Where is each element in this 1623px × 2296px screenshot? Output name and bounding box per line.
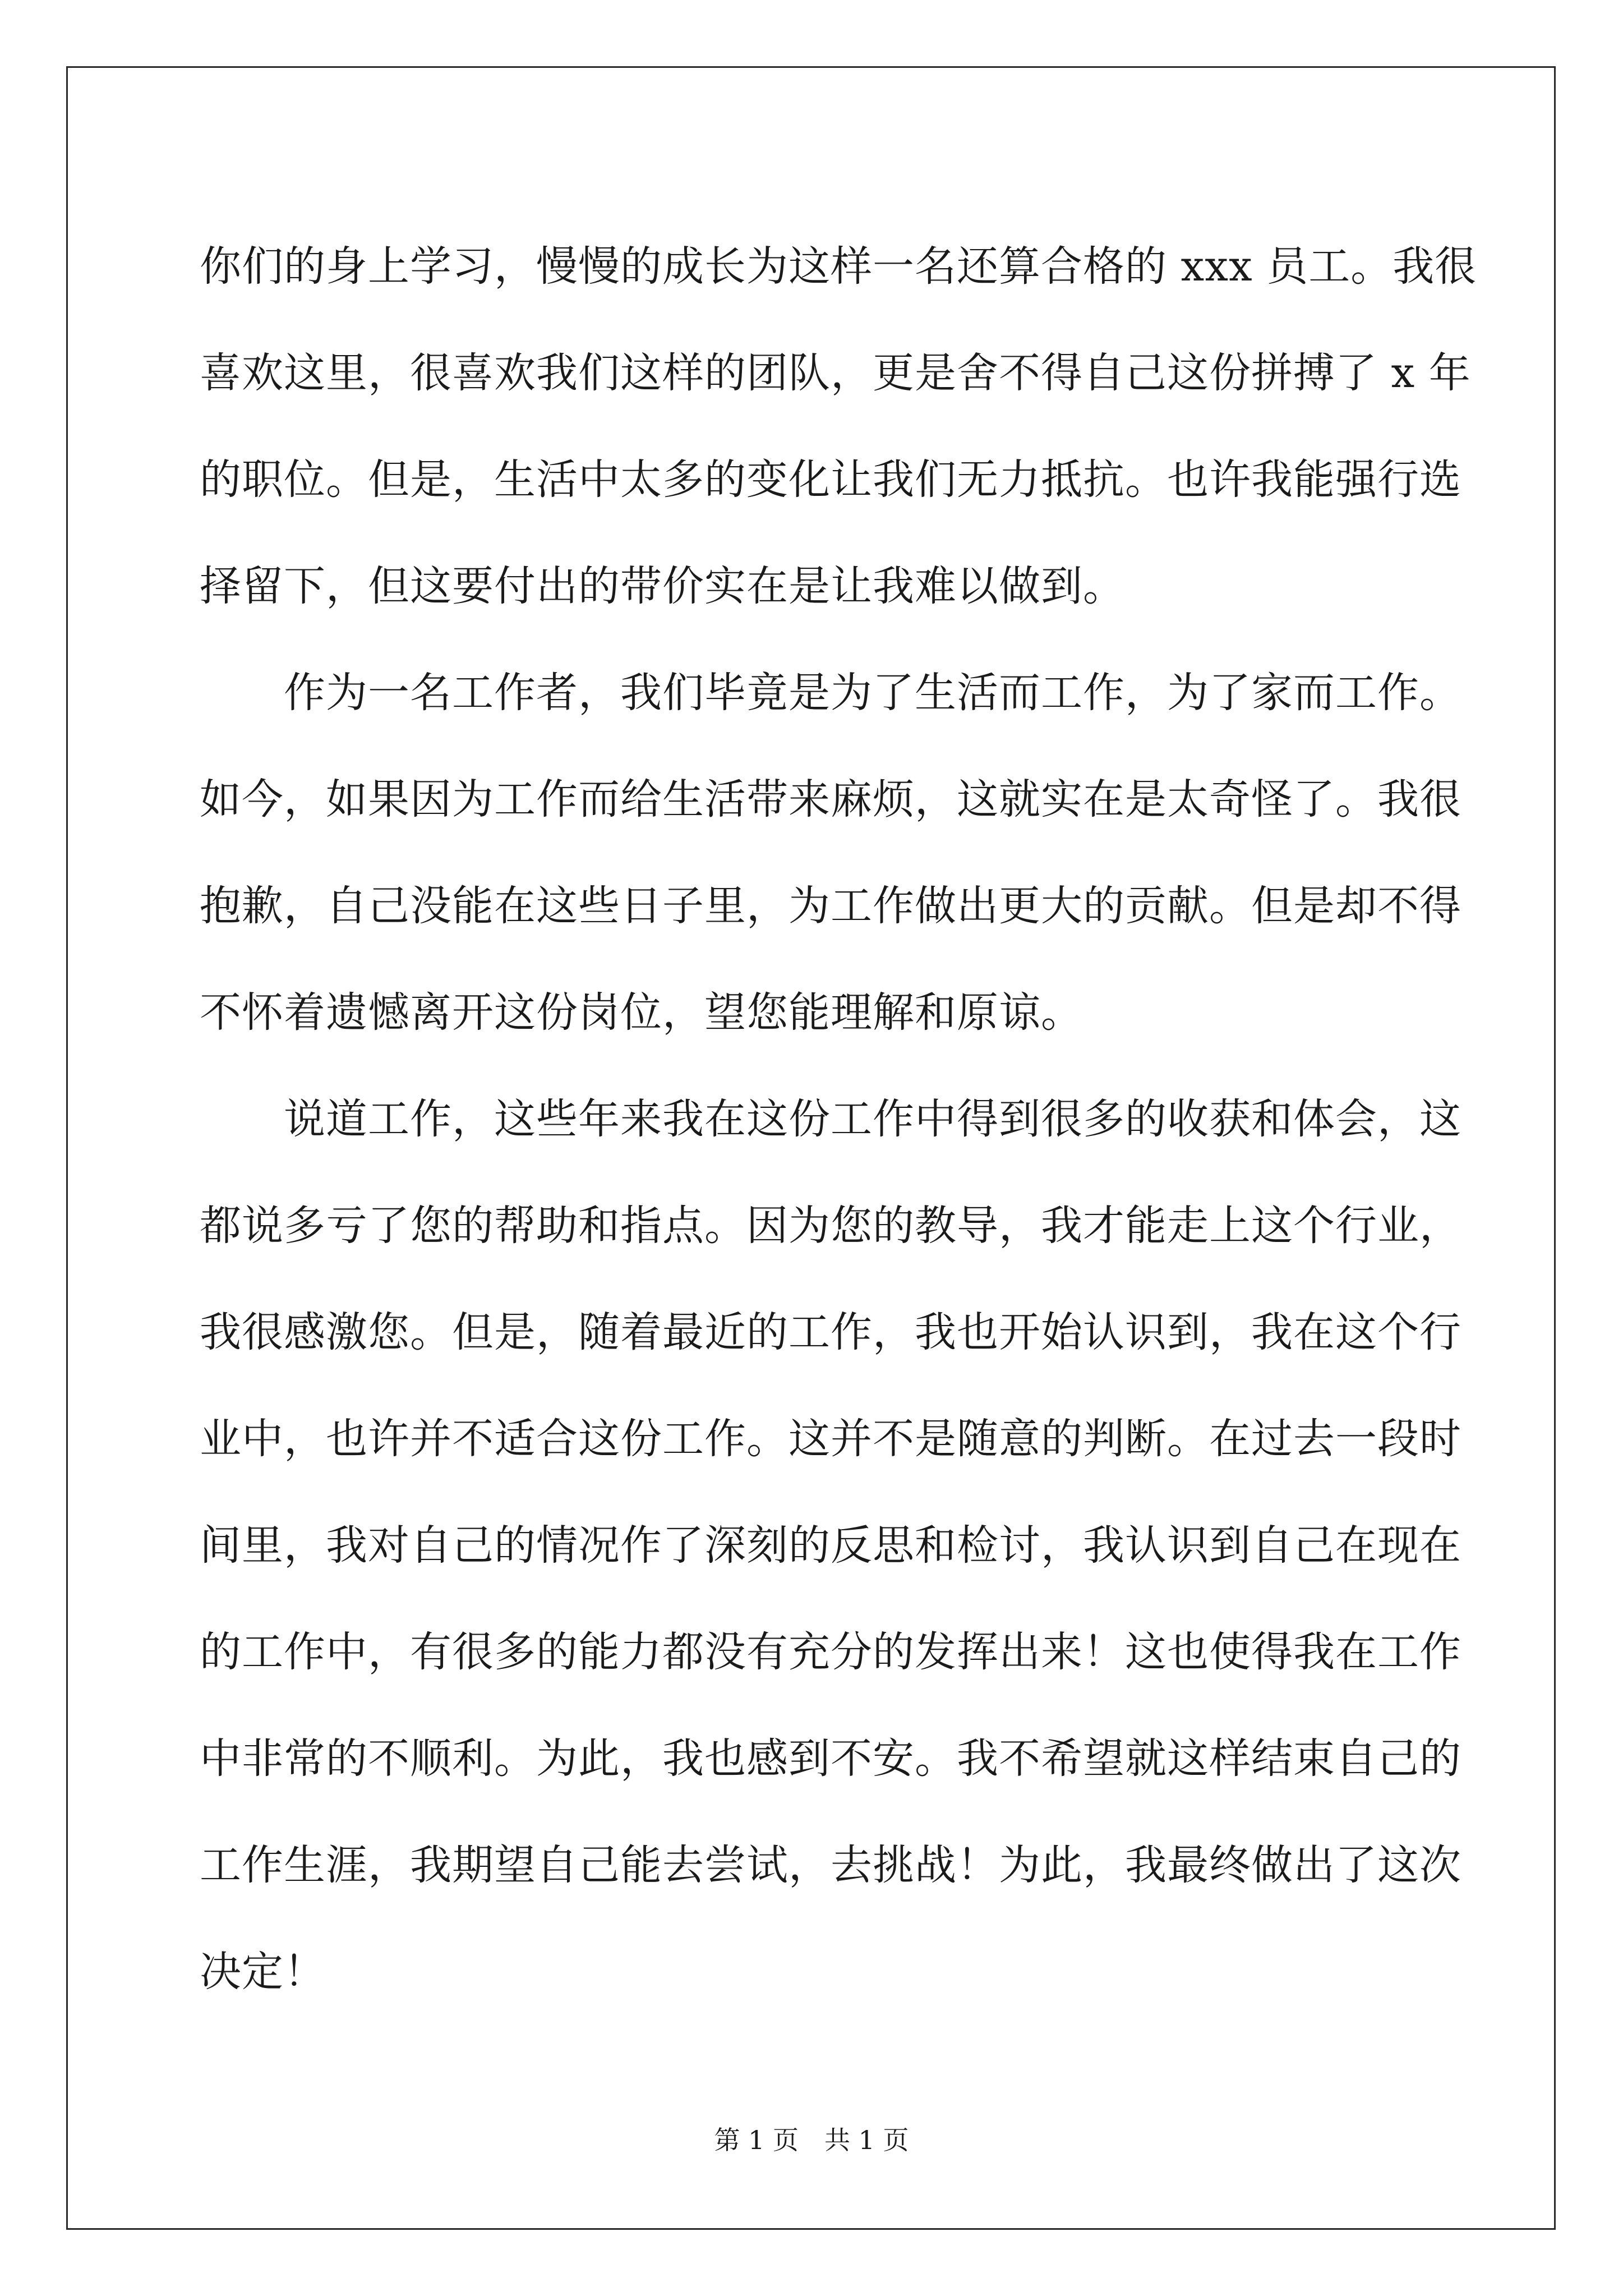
- text-line: 说道工作，这些年来我在这份工作中得到很多的收获和体会，这: [284, 1095, 1461, 1143]
- text-line: 不怀着遗憾离开这份岗位，望您能理解和原谅。: [200, 988, 1083, 1037]
- text-line: 都说多亏了您的帮助和指点。因为您的教导，我才能走上这个行业，: [200, 1202, 1461, 1250]
- text-line: 决定！: [200, 1948, 326, 1996]
- text-line: 业中，也许并不适合这份工作。这并不是随意的判断。在过去一段时: [200, 1415, 1461, 1463]
- text-line: 抱歉，自己没能在这些日子里，为工作做出更大的贡献。但是却不得: [200, 882, 1461, 930]
- text-line: 喜欢这里，很喜欢我们这样的团队，更是舍不得自己这份拼搏了 x 年: [200, 349, 1471, 397]
- document-body: [200, 213, 1477, 2025]
- text-line: 作为一名工作者，我们毕竟是为了生活而工作，为了家而工作。: [284, 669, 1461, 717]
- text-line: 工作生涯，我期望自己能去尝试，去挑战！为此，我最终做出了这次: [200, 1841, 1461, 1889]
- text-line: 的职位。但是，生活中太多的变化让我们无力抵抗。也许我能强行选: [200, 455, 1461, 504]
- page-number: 第 1 页 共 1 页: [714, 2125, 909, 2155]
- text-line: 间里，我对自己的情况作了深刻的反思和检讨，我认识到自己在现在: [200, 1521, 1461, 1570]
- text-line: 我很感激您。但是，随着最近的工作，我也开始认识到，我在这个行: [200, 1308, 1461, 1356]
- text-line: 你们的身上学习，慢慢的成长为这样一名还算合格的 xxx 员工。我很: [200, 242, 1477, 291]
- text-line: 的工作中，有很多的能力都没有充分的发挥出来！这也使得我在工作: [200, 1628, 1461, 1676]
- text-line: 如今，如果因为工作而给生活带来麻烦，这就实在是太奇怪了。我很: [200, 775, 1461, 823]
- text-line: 择留下，但这要付出的带价实在是让我难以做到。: [200, 562, 1125, 610]
- text-line: 中非常的不顺利。为此，我也感到不安。我不希望就这样结束自己的: [200, 1734, 1461, 1783]
